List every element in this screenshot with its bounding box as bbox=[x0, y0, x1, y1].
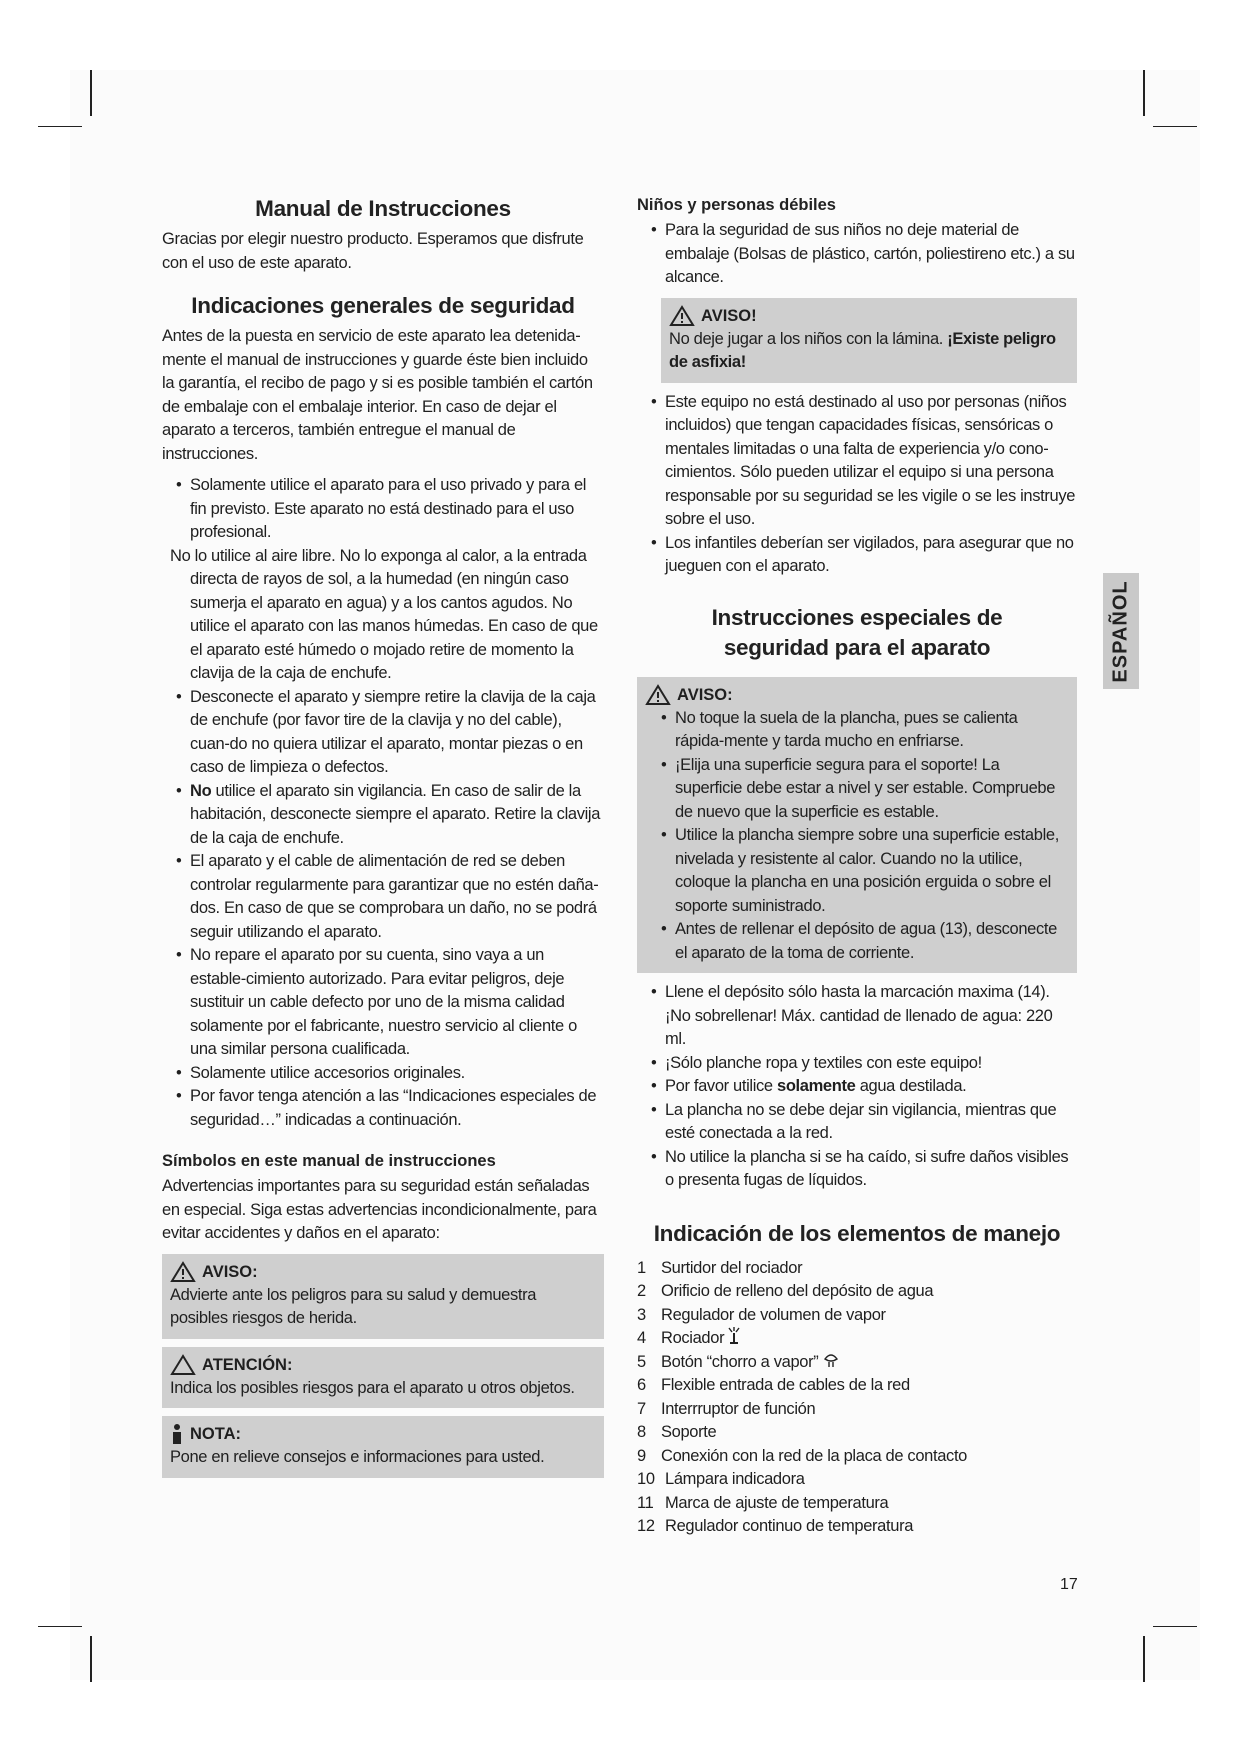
intro-text: Gracias por elegir nuestro producto. Esperamos que disfrute con el uso de este aparato. bbox=[162, 230, 584, 272]
crop-mark bbox=[1143, 1636, 1145, 1682]
warning-triangle-icon bbox=[645, 684, 671, 706]
right-column bbox=[637, 196, 1077, 1547]
nota-box bbox=[162, 1416, 604, 1478]
list-item: • Para la seguridad de sus niños no deje material de embalaje (Bolsas de plástico, cartón, poliestireno etc.) a su alcance. bbox=[651, 221, 1075, 286]
element-item: 6 Flexible entrada de cables de la red bbox=[637, 1376, 910, 1394]
list-item: No lo utilice al aire libre. No lo exponga al calor, a la entrada directa de rayos de sol, a la humedad (en ningún caso sumerja el aparato en agua) y a los cantos agudos. No utilice el aparato con las manos húmedas. En caso de que el aparato esté húmedo o mojado retire de momento la clavija de la caja de enchufe. bbox=[170, 546, 598, 682]
aviso-plancha-title: AVISO: bbox=[677, 685, 733, 704]
element-item: 2 Orificio de relleno del depósito de agua bbox=[637, 1282, 934, 1300]
crop-mark bbox=[90, 70, 92, 116]
crop-mark bbox=[38, 126, 82, 127]
safety-list bbox=[162, 474, 604, 1132]
left-column bbox=[162, 196, 604, 1486]
element-item: 7 Interrruptor de función bbox=[637, 1399, 816, 1418]
elements-title: Indicación de los elementos de manejo bbox=[653, 1220, 1061, 1246]
list-item: • Llene el depósito sólo hasta la marcación maxima (14). ¡No sobrellenar! Máx. cantidad de llenado de agua: 220 ml. bbox=[651, 983, 1053, 1048]
element-item: 1 Surtidor del rociador bbox=[637, 1258, 803, 1277]
element-item: 5 Botón “chorro a vapor” bbox=[637, 1351, 1077, 1375]
warning-triangle-icon bbox=[669, 305, 695, 327]
language-tab bbox=[1103, 573, 1139, 689]
manual-title: Manual de Instrucciones bbox=[255, 196, 511, 221]
list-item: • Por favor utilice solamente agua destilada. bbox=[651, 1077, 967, 1095]
children-title: Niños y personas débiles bbox=[637, 196, 836, 214]
info-icon bbox=[170, 1423, 184, 1445]
list-item: • Por favor tenga atención a las “Indicaciones especiales de seguridad…” indicadas a continuación. bbox=[176, 1087, 597, 1129]
list-item: • No toque la suela de la plancha, pues se calienta rápida-mente y tarda mucho en enfriarse. bbox=[661, 708, 1018, 750]
crop-mark bbox=[38, 1626, 82, 1627]
aviso-box bbox=[162, 1254, 604, 1339]
symbols-intro: Advertencias importantes para su seguridad están señaladas en especial. Siga estas advertencias incondicionalmente, para evitar accidentes y daños en el aparato: bbox=[162, 1177, 597, 1242]
element-item: 8 Soporte bbox=[637, 1423, 717, 1441]
list-item: • Solamente utilice accesorios originales. bbox=[176, 1063, 465, 1082]
crop-mark bbox=[1153, 126, 1197, 127]
children-list-2 bbox=[637, 391, 1077, 579]
list-item: • Desconecte el aparato y siempre retire la clavija de la caja de enchufe (por favor tire de la clavija y no del cable), cuan-do no quiera utilizar el aparato, montar piezas o en caso de limpieza o defectos. bbox=[176, 687, 596, 776]
page-number: 17 bbox=[1060, 1576, 1078, 1593]
elements-list bbox=[637, 1257, 1077, 1539]
crop-mark bbox=[90, 1636, 92, 1682]
language-tab-label: ESPAÑOL bbox=[1109, 579, 1132, 683]
list-item: • Utilice la plancha siempre sobre una superficie estable, nivelada y resistente al calor. Cuando no la utilice, coloque la plancha en una posición erguida o sobre el soporte suministrado. bbox=[661, 826, 1059, 915]
children-list bbox=[637, 219, 1077, 290]
steam-burst-icon bbox=[822, 1351, 840, 1369]
special-safety-title: Instrucciones especiales de seguridad para el aparato bbox=[711, 604, 1003, 660]
atencion-text: Indica los posibles riesgos para el aparato u otros objetos. bbox=[170, 1378, 575, 1397]
list-item: • No utilice el aparato sin vigilancia. En caso de salir de la habitación, desconecte siempre el aparato. Retire la clavija de la caja de enchufe. bbox=[176, 781, 601, 847]
element-item: 11 Marca de ajuste de temperatura bbox=[637, 1493, 889, 1512]
aviso-asfixia-box bbox=[661, 298, 1077, 383]
list-item: • La plancha no se debe dejar sin vigilancia, mientras que esté conectada a la red. bbox=[651, 1100, 1057, 1142]
atencion-box bbox=[162, 1347, 604, 1409]
list-item: • ¡Sólo planche ropa y textiles con este equipo! bbox=[651, 1053, 982, 1072]
symbols-title: Símbolos en este manual de instrucciones bbox=[162, 1152, 496, 1170]
aviso-text: Advierte ante los peligros para su salud y demuestra posibles riesgos de herida. bbox=[170, 1285, 537, 1327]
crop-mark bbox=[1143, 70, 1145, 116]
aviso-asfixia-title: AVISO! bbox=[701, 306, 757, 325]
element-item: 4 Rociador bbox=[637, 1327, 1077, 1351]
list-item: • No repare el aparato por su cuenta, sino vaya a un estable-cimiento autorizado. Para evitar peligros, deje sustituir un cable defecto por uno de la misma calidad solamente por el fabricante, nuestro servicio al cliente o una similar persona cualificada. bbox=[176, 946, 577, 1058]
iron-usage-list bbox=[637, 981, 1077, 1193]
element-item: 3 Regulador de volumen de vapor bbox=[637, 1305, 886, 1324]
nota-text: Pone en relieve consejos e informaciones para usted. bbox=[170, 1448, 545, 1466]
atencion-title: ATENCIÓN: bbox=[202, 1355, 293, 1374]
crop-mark bbox=[1153, 1626, 1197, 1627]
aviso-asfixia-text: No deje jugar a los niños con la lámina. ¡Existe peligro de asfixia! bbox=[669, 329, 1056, 371]
list-item: • No utilice la plancha si se ha caído, si sufre daños visibles o presenta fugas de líquidos. bbox=[651, 1147, 1069, 1189]
list-item: • Los infantiles deberían ser vigilados, para asegurar que no jueguen con el aparato. bbox=[651, 533, 1074, 575]
caution-triangle-icon bbox=[170, 1354, 196, 1376]
list-item: • El aparato y el cable de alimentación de red se deben controlar regularmente para garantizar que no estén daña-dos. En caso de que se comprobara un daño, no se podrá seguir utilizando el aparato. bbox=[176, 852, 599, 941]
aviso-plancha-box bbox=[637, 677, 1077, 974]
element-item: 10 Lámpara indicadora bbox=[637, 1470, 805, 1488]
list-item: • Este equipo no está destinado al uso por personas (niños incluidos) que tengan capacidades físicas, sensóricas o mentales limitadas o una falta de experiencia y/o cono-cimientos. Sólo pueden utilizar el equipo si una persona responsable por su seguridad se les vigile o se les instruye sobre el uso. bbox=[651, 392, 1076, 528]
spray-icon bbox=[726, 1327, 742, 1345]
warning-triangle-icon bbox=[170, 1261, 196, 1283]
list-item: • Solamente utilice el aparato para el uso privado y para el fin previsto. Este aparato no está destinado para el uso profesional. bbox=[176, 476, 587, 541]
element-item: 12 Regulador continuo de temperatura bbox=[637, 1517, 914, 1535]
element-item: 9 Conexión con la red de la placa de contacto bbox=[637, 1446, 967, 1465]
safety-title: Indicaciones generales de seguridad bbox=[191, 293, 575, 318]
list-item: • Antes de rellenar el depósito de agua (13), desconecte el aparato de la toma de corriente. bbox=[661, 920, 1057, 962]
aviso-title: AVISO: bbox=[202, 1262, 258, 1281]
nota-title: NOTA: bbox=[190, 1425, 242, 1443]
safety-intro: Antes de la puesta en servicio de este aparato lea detenida-mente el manual de instrucciones y guarde éste bien incluido la garantía, el recibo de pago y si es posible también el cartón de embalaje con el embalaje interior. En caso de dejar el aparato a terceros, también entregue el manual de instrucciones. bbox=[162, 327, 593, 463]
list-item: • ¡Elija una superficie segura para el soporte! La superficie debe estar a nivel y ser estable. Compruebe de nuevo que la superficie es estable. bbox=[661, 755, 1056, 821]
